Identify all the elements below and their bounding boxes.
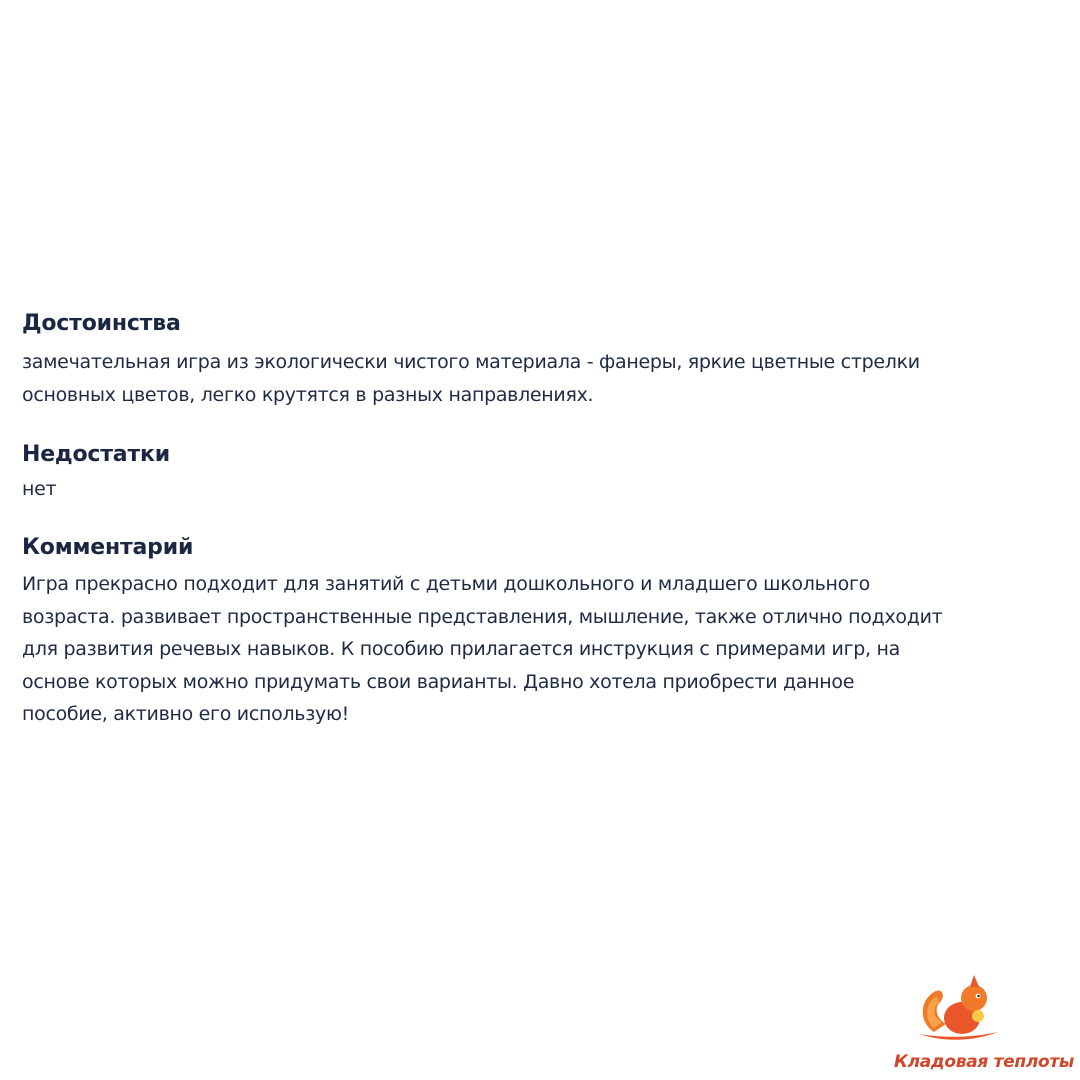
comment-line: Игра прекрасно подходит для занятий с детьми дошкольного и младшего школьного — [22, 573, 870, 595]
comment-line: для развития речевых навыков. К пособию прилагается инструкция с примерами игр, на — [22, 638, 900, 660]
advantages-line: замечательная игра из экологически чистого материала - фанеры, яркие цветные стрелки — [22, 351, 920, 373]
advantages-title: Достоинства — [22, 311, 181, 336]
disadvantages-line: нет — [22, 478, 57, 500]
advantages-section — [22, 306, 1062, 412]
disadvantages-title: Недостатки — [22, 442, 170, 467]
comment-section — [22, 530, 1062, 731]
advantages-text — [22, 346, 1062, 412]
disadvantages-text — [22, 473, 1062, 506]
comment-line: пособие, активно его использую! — [22, 703, 349, 725]
comment-text — [22, 568, 1062, 731]
advantages-line: основных цветов, легко крутятся в разных направлениях. — [22, 384, 594, 406]
comment-title: Комментарий — [22, 535, 194, 560]
squirrel-logo-icon — [912, 972, 1002, 1044]
watermark-text: Кладовая теплоты — [894, 1052, 1074, 1072]
disadvantages-section — [22, 437, 1062, 506]
comment-line: возраста. развивает пространственные представления, мышление, также отлично подходит — [22, 605, 943, 628]
watermark — [894, 972, 1074, 1072]
review-card — [22, 306, 1062, 731]
comment-line: основе которых можно придумать свои варианты. Давно хотела приобрести данное — [22, 670, 855, 693]
